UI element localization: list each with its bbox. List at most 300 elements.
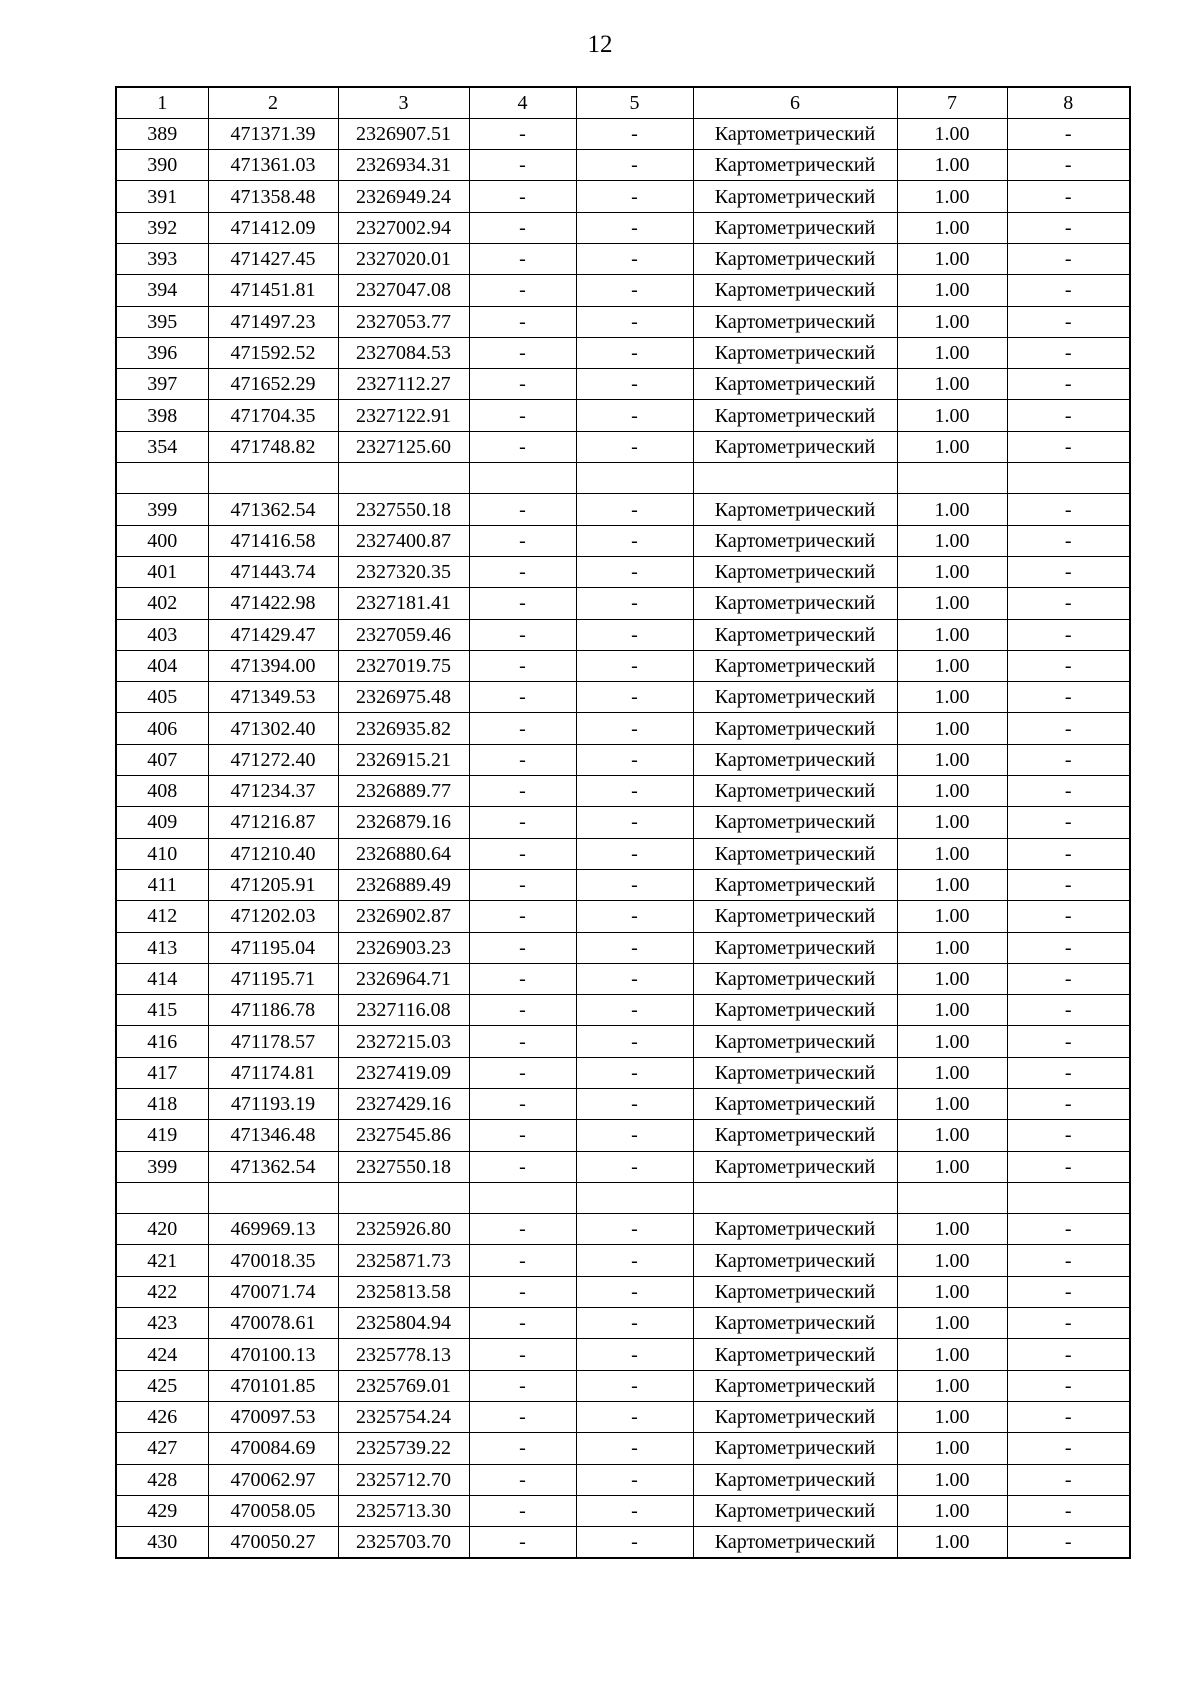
cell-point-number: 404 <box>116 650 208 681</box>
cell-y-coordinate: 2325813.58 <box>338 1276 469 1307</box>
cell-col-8: - <box>1007 400 1130 431</box>
cell-y-coordinate: 2325926.80 <box>338 1214 469 1245</box>
table-row <box>116 1308 1130 1339</box>
cell-method: Картометрический <box>693 932 897 963</box>
cell-col-5: - <box>576 1026 693 1057</box>
table-row <box>116 494 1130 525</box>
table-row <box>116 776 1130 807</box>
cell-col-4: - <box>469 1089 576 1120</box>
table-row <box>116 588 1130 619</box>
cell-point-number: 401 <box>116 556 208 587</box>
cell-col-4: - <box>469 650 576 681</box>
table-row <box>116 1370 1130 1401</box>
cell-accuracy <box>897 1182 1007 1213</box>
cell-col-8: - <box>1007 1464 1130 1495</box>
cell-col-5: - <box>576 1527 693 1558</box>
table-row <box>116 306 1130 337</box>
cell-accuracy: 1.00 <box>897 150 1007 181</box>
cell-accuracy: 1.00 <box>897 494 1007 525</box>
cell-accuracy: 1.00 <box>897 369 1007 400</box>
cell-col-8: - <box>1007 901 1130 932</box>
cell-col-5: - <box>576 150 693 181</box>
cell-y-coordinate: 2327545.86 <box>338 1120 469 1151</box>
cell-col-4 <box>469 1182 576 1213</box>
cell-y-coordinate: 2326935.82 <box>338 713 469 744</box>
cell-point-number: 395 <box>116 306 208 337</box>
cell-col-5: - <box>576 744 693 775</box>
cell-y-coordinate: 2327125.60 <box>338 431 469 462</box>
cell-method: Картометрический <box>693 431 897 462</box>
table-row <box>116 1120 1130 1151</box>
table-body <box>116 118 1130 1558</box>
cell-y-coordinate: 2327215.03 <box>338 1026 469 1057</box>
cell-accuracy: 1.00 <box>897 1214 1007 1245</box>
cell-col-8: - <box>1007 431 1130 462</box>
cell-accuracy: 1.00 <box>897 807 1007 838</box>
cell-col-4: - <box>469 1495 576 1526</box>
cell-x-coordinate <box>208 1182 338 1213</box>
cell-y-coordinate: 2327122.91 <box>338 400 469 431</box>
cell-method: Картометрический <box>693 869 897 900</box>
cell-method: Картометрический <box>693 118 897 149</box>
cell-y-coordinate: 2325871.73 <box>338 1245 469 1276</box>
table-row <box>116 1464 1130 1495</box>
cell-col-4: - <box>469 1370 576 1401</box>
table-row <box>116 963 1130 994</box>
cell-method: Картометрический <box>693 400 897 431</box>
cell-col-4: - <box>469 1057 576 1088</box>
table-row <box>116 1401 1130 1432</box>
cell-y-coordinate: 2325754.24 <box>338 1401 469 1432</box>
cell-col-5: - <box>576 1370 693 1401</box>
table-row <box>116 713 1130 744</box>
table-row <box>116 838 1130 869</box>
cell-col-4: - <box>469 588 576 619</box>
cell-col-5: - <box>576 901 693 932</box>
cell-y-coordinate: 2325804.94 <box>338 1308 469 1339</box>
cell-col-4: - <box>469 556 576 587</box>
table-row <box>116 400 1130 431</box>
cell-method: Картометрический <box>693 995 897 1026</box>
table-row <box>116 181 1130 212</box>
cell-method: Картометрический <box>693 807 897 838</box>
table-row <box>116 744 1130 775</box>
cell-col-5: - <box>576 1089 693 1120</box>
cell-x-coordinate: 470101.85 <box>208 1370 338 1401</box>
cell-accuracy: 1.00 <box>897 1527 1007 1558</box>
cell-point-number <box>116 1182 208 1213</box>
cell-x-coordinate: 471178.57 <box>208 1026 338 1057</box>
cell-col-5: - <box>576 525 693 556</box>
cell-point-number: 400 <box>116 525 208 556</box>
cell-y-coordinate: 2326934.31 <box>338 150 469 181</box>
cell-method: Картометрический <box>693 1245 897 1276</box>
cell-col-8: - <box>1007 1026 1130 1057</box>
cell-col-4: - <box>469 212 576 243</box>
table-row <box>116 932 1130 963</box>
cell-x-coordinate: 470078.61 <box>208 1308 338 1339</box>
cell-method: Картометрический <box>693 556 897 587</box>
cell-col-8: - <box>1007 275 1130 306</box>
cell-col-8: - <box>1007 306 1130 337</box>
cell-point-number: 393 <box>116 243 208 274</box>
cell-x-coordinate: 471652.29 <box>208 369 338 400</box>
cell-accuracy: 1.00 <box>897 995 1007 1026</box>
cell-col-4: - <box>469 1401 576 1432</box>
cell-col-5: - <box>576 275 693 306</box>
table-header-row <box>116 87 1130 118</box>
cell-accuracy: 1.00 <box>897 776 1007 807</box>
cell-col-8: - <box>1007 337 1130 368</box>
cell-x-coordinate: 470071.74 <box>208 1276 338 1307</box>
table-row <box>116 901 1130 932</box>
cell-point-number: 411 <box>116 869 208 900</box>
cell-accuracy: 1.00 <box>897 963 1007 994</box>
cell-accuracy: 1.00 <box>897 1308 1007 1339</box>
cell-col-8: - <box>1007 838 1130 869</box>
cell-col-4: - <box>469 181 576 212</box>
cell-col-4: - <box>469 1214 576 1245</box>
cell-col-8 <box>1007 1182 1130 1213</box>
cell-x-coordinate: 471195.04 <box>208 932 338 963</box>
cell-accuracy: 1.00 <box>897 1151 1007 1182</box>
cell-point-number <box>116 463 208 494</box>
cell-col-8: - <box>1007 588 1130 619</box>
cell-y-coordinate: 2326964.71 <box>338 963 469 994</box>
cell-col-8: - <box>1007 1245 1130 1276</box>
table-row <box>116 275 1130 306</box>
cell-point-number: 416 <box>116 1026 208 1057</box>
cell-col-5: - <box>576 869 693 900</box>
cell-col-5: - <box>576 1276 693 1307</box>
cell-y-coordinate: 2326902.87 <box>338 901 469 932</box>
table-row <box>116 525 1130 556</box>
cell-col-4: - <box>469 619 576 650</box>
cell-col-4: - <box>469 932 576 963</box>
cell-y-coordinate: 2325739.22 <box>338 1433 469 1464</box>
cell-col-8: - <box>1007 963 1130 994</box>
cell-col-4: - <box>469 494 576 525</box>
table-row <box>116 619 1130 650</box>
cell-col-5: - <box>576 212 693 243</box>
table-row <box>116 369 1130 400</box>
cell-col-5: - <box>576 1120 693 1151</box>
cell-method: Картометрический <box>693 369 897 400</box>
cell-col-8: - <box>1007 1276 1130 1307</box>
cell-accuracy: 1.00 <box>897 525 1007 556</box>
table-row <box>116 1214 1130 1245</box>
cell-accuracy: 1.00 <box>897 181 1007 212</box>
separator-row <box>116 463 1130 494</box>
table-row <box>116 1245 1130 1276</box>
cell-col-5: - <box>576 181 693 212</box>
cell-point-number: 399 <box>116 1151 208 1182</box>
column-header-4: 4 <box>469 87 576 118</box>
cell-col-4: - <box>469 963 576 994</box>
cell-method: Картометрический <box>693 1214 897 1245</box>
cell-point-number: 402 <box>116 588 208 619</box>
cell-x-coordinate: 471216.87 <box>208 807 338 838</box>
cell-y-coordinate: 2326915.21 <box>338 744 469 775</box>
table-row <box>116 650 1130 681</box>
cell-point-number: 412 <box>116 901 208 932</box>
table-row <box>116 995 1130 1026</box>
cell-col-5: - <box>576 588 693 619</box>
cell-method: Картометрический <box>693 1401 897 1432</box>
cell-col-4: - <box>469 275 576 306</box>
cell-col-5: - <box>576 1464 693 1495</box>
cell-col-4: - <box>469 901 576 932</box>
cell-y-coordinate: 2327020.01 <box>338 243 469 274</box>
cell-accuracy: 1.00 <box>897 212 1007 243</box>
cell-col-4: - <box>469 1151 576 1182</box>
cell-y-coordinate: 2327550.18 <box>338 494 469 525</box>
cell-col-4 <box>469 463 576 494</box>
cell-point-number: 424 <box>116 1339 208 1370</box>
cell-method: Картометрический <box>693 306 897 337</box>
cell-y-coordinate: 2327181.41 <box>338 588 469 619</box>
cell-col-8: - <box>1007 1308 1130 1339</box>
cell-y-coordinate: 2327550.18 <box>338 1151 469 1182</box>
cell-point-number: 403 <box>116 619 208 650</box>
cell-col-4: - <box>469 1276 576 1307</box>
cell-x-coordinate: 471704.35 <box>208 400 338 431</box>
cell-x-coordinate: 470062.97 <box>208 1464 338 1495</box>
cell-x-coordinate: 471358.48 <box>208 181 338 212</box>
cell-method: Картометрический <box>693 588 897 619</box>
cell-point-number: 407 <box>116 744 208 775</box>
table-row <box>116 431 1130 462</box>
cell-x-coordinate: 471362.54 <box>208 1151 338 1182</box>
table-row <box>116 1151 1130 1182</box>
cell-y-coordinate: 2326907.51 <box>338 118 469 149</box>
cell-col-8: - <box>1007 1527 1130 1558</box>
cell-x-coordinate: 470018.35 <box>208 1245 338 1276</box>
cell-method: Картометрический <box>693 901 897 932</box>
cell-col-8: - <box>1007 118 1130 149</box>
cell-col-5: - <box>576 838 693 869</box>
cell-method: Картометрический <box>693 963 897 994</box>
cell-col-5: - <box>576 494 693 525</box>
cell-col-5: - <box>576 369 693 400</box>
cell-point-number: 429 <box>116 1495 208 1526</box>
cell-col-5: - <box>576 807 693 838</box>
table-row <box>116 1433 1130 1464</box>
cell-y-coordinate: 2327320.35 <box>338 556 469 587</box>
cell-col-5: - <box>576 1214 693 1245</box>
cell-point-number: 426 <box>116 1401 208 1432</box>
cell-accuracy: 1.00 <box>897 1370 1007 1401</box>
cell-accuracy: 1.00 <box>897 275 1007 306</box>
cell-accuracy: 1.00 <box>897 243 1007 274</box>
cell-accuracy: 1.00 <box>897 1339 1007 1370</box>
cell-x-coordinate: 470084.69 <box>208 1433 338 1464</box>
cell-col-5: - <box>576 243 693 274</box>
cell-method: Картометрический <box>693 1276 897 1307</box>
cell-x-coordinate: 470100.13 <box>208 1339 338 1370</box>
cell-method <box>693 463 897 494</box>
cell-col-4: - <box>469 525 576 556</box>
cell-col-5: - <box>576 1245 693 1276</box>
cell-col-5: - <box>576 306 693 337</box>
cell-col-4: - <box>469 118 576 149</box>
table-row <box>116 1527 1130 1558</box>
cell-accuracy: 1.00 <box>897 901 1007 932</box>
cell-method: Картометрический <box>693 619 897 650</box>
cell-accuracy: 1.00 <box>897 650 1007 681</box>
table-row <box>116 337 1130 368</box>
cell-col-8: - <box>1007 1057 1130 1088</box>
cell-col-5: - <box>576 556 693 587</box>
cell-method: Картометрический <box>693 1527 897 1558</box>
cell-accuracy: 1.00 <box>897 1057 1007 1088</box>
cell-method: Картометрический <box>693 682 897 713</box>
table-row <box>116 1339 1130 1370</box>
cell-y-coordinate: 2325713.30 <box>338 1495 469 1526</box>
cell-method: Картометрический <box>693 243 897 274</box>
cell-col-4: - <box>469 1120 576 1151</box>
cell-accuracy: 1.00 <box>897 400 1007 431</box>
cell-method: Картометрический <box>693 1308 897 1339</box>
cell-col-8: - <box>1007 1339 1130 1370</box>
cell-accuracy: 1.00 <box>897 306 1007 337</box>
cell-x-coordinate: 471361.03 <box>208 150 338 181</box>
cell-col-8: - <box>1007 682 1130 713</box>
cell-col-5: - <box>576 1339 693 1370</box>
cell-x-coordinate <box>208 463 338 494</box>
cell-x-coordinate: 471193.19 <box>208 1089 338 1120</box>
cell-point-number: 397 <box>116 369 208 400</box>
cell-x-coordinate: 471195.71 <box>208 963 338 994</box>
table-row <box>116 1495 1130 1526</box>
cell-method: Картометрический <box>693 1370 897 1401</box>
cell-x-coordinate: 471174.81 <box>208 1057 338 1088</box>
cell-x-coordinate: 470050.27 <box>208 1527 338 1558</box>
cell-y-coordinate: 2327429.16 <box>338 1089 469 1120</box>
cell-method: Картометрический <box>693 337 897 368</box>
cell-col-8: - <box>1007 1120 1130 1151</box>
cell-x-coordinate: 471497.23 <box>208 306 338 337</box>
cell-col-5: - <box>576 118 693 149</box>
cell-col-8: - <box>1007 1151 1130 1182</box>
cell-x-coordinate: 471186.78 <box>208 995 338 1026</box>
cell-y-coordinate: 2326889.49 <box>338 869 469 900</box>
cell-y-coordinate: 2327112.27 <box>338 369 469 400</box>
cell-col-4: - <box>469 1339 576 1370</box>
cell-col-4: - <box>469 1527 576 1558</box>
cell-point-number: 405 <box>116 682 208 713</box>
cell-col-8: - <box>1007 212 1130 243</box>
cell-col-8: - <box>1007 1401 1130 1432</box>
cell-y-coordinate: 2327059.46 <box>338 619 469 650</box>
cell-col-8: - <box>1007 1214 1130 1245</box>
cell-point-number: 427 <box>116 1433 208 1464</box>
cell-point-number: 390 <box>116 150 208 181</box>
cell-col-8: - <box>1007 181 1130 212</box>
separator-row <box>116 1182 1130 1213</box>
cell-col-4: - <box>469 744 576 775</box>
cell-col-4: - <box>469 869 576 900</box>
cell-col-4: - <box>469 1433 576 1464</box>
cell-col-8: - <box>1007 995 1130 1026</box>
cell-accuracy: 1.00 <box>897 118 1007 149</box>
cell-col-4: - <box>469 400 576 431</box>
table-row <box>116 243 1130 274</box>
cell-col-8: - <box>1007 243 1130 274</box>
cell-accuracy: 1.00 <box>897 932 1007 963</box>
column-header-2: 2 <box>208 87 338 118</box>
cell-accuracy <box>897 463 1007 494</box>
cell-point-number: 413 <box>116 932 208 963</box>
cell-x-coordinate: 471427.45 <box>208 243 338 274</box>
cell-x-coordinate: 471210.40 <box>208 838 338 869</box>
cell-point-number: 409 <box>116 807 208 838</box>
cell-method: Картометрический <box>693 1089 897 1120</box>
cell-y-coordinate: 2327419.09 <box>338 1057 469 1088</box>
table-row <box>116 1026 1130 1057</box>
cell-method: Картометрический <box>693 838 897 869</box>
cell-col-8: - <box>1007 776 1130 807</box>
cell-col-8: - <box>1007 1495 1130 1526</box>
cell-y-coordinate: 2325712.70 <box>338 1464 469 1495</box>
cell-point-number: 406 <box>116 713 208 744</box>
cell-col-8: - <box>1007 1370 1130 1401</box>
cell-y-coordinate: 2327116.08 <box>338 995 469 1026</box>
cell-col-5: - <box>576 995 693 1026</box>
cell-method: Картометрический <box>693 1057 897 1088</box>
cell-col-5: - <box>576 400 693 431</box>
cell-col-5: - <box>576 650 693 681</box>
cell-method: Картометрический <box>693 744 897 775</box>
cell-method: Картометрический <box>693 713 897 744</box>
cell-accuracy: 1.00 <box>897 337 1007 368</box>
cell-x-coordinate: 471234.37 <box>208 776 338 807</box>
cell-x-coordinate: 470058.05 <box>208 1495 338 1526</box>
cell-col-8: - <box>1007 713 1130 744</box>
cell-accuracy: 1.00 <box>897 556 1007 587</box>
cell-col-8: - <box>1007 807 1130 838</box>
cell-y-coordinate: 2327053.77 <box>338 306 469 337</box>
cell-col-8: - <box>1007 369 1130 400</box>
table-row <box>116 1057 1130 1088</box>
cell-col-4: - <box>469 1464 576 1495</box>
column-header-3: 3 <box>338 87 469 118</box>
cell-col-5: - <box>576 1433 693 1464</box>
cell-col-5: - <box>576 1401 693 1432</box>
cell-point-number: 399 <box>116 494 208 525</box>
cell-point-number: 425 <box>116 1370 208 1401</box>
cell-accuracy: 1.00 <box>897 1026 1007 1057</box>
cell-method: Картометрический <box>693 494 897 525</box>
cell-point-number: 423 <box>116 1308 208 1339</box>
cell-col-5: - <box>576 431 693 462</box>
cell-method: Картометрический <box>693 650 897 681</box>
cell-x-coordinate: 470097.53 <box>208 1401 338 1432</box>
cell-col-5: - <box>576 1308 693 1339</box>
column-header-8: 8 <box>1007 87 1130 118</box>
cell-method <box>693 1182 897 1213</box>
cell-method: Картометрический <box>693 1495 897 1526</box>
cell-col-4: - <box>469 776 576 807</box>
cell-method: Картометрический <box>693 1433 897 1464</box>
cell-x-coordinate: 471205.91 <box>208 869 338 900</box>
cell-col-4: - <box>469 1308 576 1339</box>
cell-col-8: - <box>1007 619 1130 650</box>
cell-x-coordinate: 471272.40 <box>208 744 338 775</box>
cell-y-coordinate: 2325778.13 <box>338 1339 469 1370</box>
cell-accuracy: 1.00 <box>897 1276 1007 1307</box>
cell-col-8: - <box>1007 869 1130 900</box>
